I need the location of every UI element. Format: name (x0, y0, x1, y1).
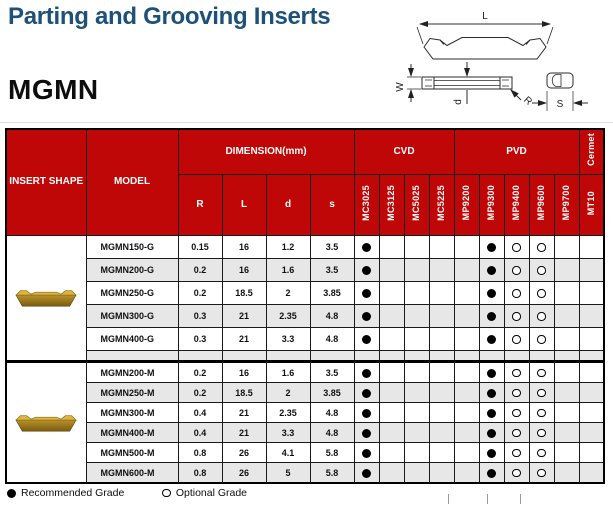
grade-cell-mp9300 (479, 328, 504, 351)
grade-cell-mc5025 (404, 383, 429, 403)
grade-cell-mp9200 (454, 328, 479, 351)
grade-cell-mp9700 (554, 259, 579, 282)
grade-cell-mp9600 (529, 282, 554, 305)
grade-cell-mc5225 (429, 423, 454, 443)
model-cell: MGMN500-M (86, 443, 178, 463)
grade-cell-mp9600 (529, 443, 554, 463)
insert-shape-cell (6, 236, 86, 362)
grade-cell-mc3025 (354, 305, 379, 328)
table-row (6, 282, 604, 305)
grade-cell-mc5225 (429, 259, 454, 282)
model-cell: MGMN600-M (86, 463, 178, 484)
header-insert-shape: INSERT SHAPE (6, 129, 86, 236)
grade-cell-mp9400 (504, 305, 529, 328)
dimension-cell: 21 (222, 328, 266, 351)
recommended-dot (362, 469, 371, 478)
grade-cell-mp9300 (479, 282, 504, 305)
dimension-cell: 21 (222, 423, 266, 443)
grade-cell-mp9400 (504, 443, 529, 463)
header-grade-mp9600: MP9600 (529, 175, 554, 236)
grade-cell-mp9200 (454, 463, 479, 484)
grade-cell-mc3025 (354, 403, 379, 423)
recommended-dot (487, 469, 496, 478)
grade-cell-mc5025 (404, 423, 429, 443)
optional-dot (537, 266, 546, 275)
table-row (6, 328, 604, 351)
grade-cell-mp9700 (554, 423, 579, 443)
optional-dot (512, 243, 521, 252)
recommended-dot (362, 312, 371, 321)
optional-dot (537, 469, 546, 478)
legend-optional-label: Optional Grade (175, 487, 248, 499)
dimension-label-l: L (482, 11, 488, 22)
dimension-cell: 0.2 (178, 282, 222, 305)
grade-cell-mp9400 (504, 259, 529, 282)
dimension-cell: 0.15 (178, 236, 222, 259)
grade-cell-mp9400 (504, 423, 529, 443)
grade-cell-mc3125 (379, 305, 404, 328)
model-cell: MGMN250-G (86, 282, 178, 305)
grade-cell-mc5225 (429, 383, 454, 403)
header-model: MODEL (86, 129, 178, 236)
grade-cell-mt10 (579, 236, 604, 259)
grade-cell-mp9600 (529, 403, 554, 423)
grade-cell-mp9600 (529, 305, 554, 328)
dimension-cell: 26 (222, 463, 266, 484)
grade-cell-mc3025 (354, 328, 379, 351)
dimension-cell: 16 (222, 362, 266, 383)
header-dim-d: d (266, 175, 310, 236)
dimension-cell: 5.8 (310, 463, 354, 484)
insert-spec-table (5, 128, 605, 484)
optional-dot (537, 312, 546, 321)
table-row (6, 305, 604, 328)
dimension-cell: 2.35 (266, 305, 310, 328)
grade-cell-mc3025 (354, 259, 379, 282)
grade-cell-mc3125 (379, 403, 404, 423)
grade-cell-mc3025 (354, 423, 379, 443)
dimension-cell: 3.5 (310, 259, 354, 282)
side-view-drawing (417, 24, 553, 59)
optional-dot (537, 289, 546, 298)
grade-cell-mp9200 (454, 383, 479, 403)
optional-dot (512, 312, 521, 321)
model-cell: MGMN200-G (86, 259, 178, 282)
table-row (6, 236, 604, 259)
grade-cell-mp9600 (529, 383, 554, 403)
recommended-dot (487, 409, 496, 418)
grade-cell-mc3125 (379, 383, 404, 403)
grade-cell-mp9200 (454, 259, 479, 282)
dimension-label-r: R (521, 94, 535, 108)
grade-cell-mc5025 (404, 362, 429, 383)
grade-cell-mc3125 (379, 259, 404, 282)
grade-cell-mc5225 (429, 282, 454, 305)
dimension-cell: 2.35 (266, 403, 310, 423)
grade-cell-mc5225 (429, 403, 454, 423)
model-cell: MGMN200-M (86, 362, 178, 383)
dimension-cell: 3.5 (310, 362, 354, 383)
grade-cell-mp9200 (454, 282, 479, 305)
optional-dot (512, 266, 521, 275)
header-grade-mc3025: MC3025 (354, 175, 379, 236)
dimension-cell: 2 (266, 383, 310, 403)
grade-cell-mc3125 (379, 443, 404, 463)
recommended-dot (362, 243, 371, 252)
grade-cell-mc5025 (404, 259, 429, 282)
dimension-cell: 18.5 (222, 383, 266, 403)
model-cell: MGMN400-G (86, 328, 178, 351)
grade-cell-mt10 (579, 259, 604, 282)
grade-cell-mp9300 (479, 463, 504, 484)
grade-cell-mp9400 (504, 236, 529, 259)
grade-cell-mp9300 (479, 383, 504, 403)
model-cell: MGMN300-M (86, 403, 178, 423)
optional-dot (537, 389, 546, 398)
grade-cell-mp9300 (479, 305, 504, 328)
page-title: Parting and Grooving Inserts (8, 3, 331, 30)
dimension-cell: 0.2 (178, 259, 222, 282)
dimension-cell: 3.85 (310, 383, 354, 403)
grade-cell-mp9700 (554, 383, 579, 403)
dimension-cell: 0.3 (178, 305, 222, 328)
grade-cell-mp9700 (554, 403, 579, 423)
dimension-cell: 0.3 (178, 328, 222, 351)
grade-cell-mc5025 (404, 443, 429, 463)
recommended-dot (362, 429, 371, 438)
optional-dot (512, 389, 521, 398)
optional-dot (537, 335, 546, 344)
grade-cell-mp9700 (554, 282, 579, 305)
insert-dimension-diagram (394, 0, 610, 122)
grade-cell-mp9200 (454, 443, 479, 463)
table-row (6, 259, 604, 282)
recommended-dot (362, 335, 371, 344)
grade-cell-mp9400 (504, 362, 529, 383)
grade-cell-mc3125 (379, 362, 404, 383)
header-cermet: Cermet (579, 129, 604, 175)
grade-cell-mp9700 (554, 236, 579, 259)
parting-insert-image (15, 411, 77, 433)
recommended-dot-icon (7, 489, 16, 498)
grade-cell-mp9600 (529, 236, 554, 259)
cropped-next-diagram-marks (440, 492, 560, 504)
header-grade-mc5225: MC5225 (429, 175, 454, 236)
grade-cell-mc5225 (429, 463, 454, 484)
insert-shape-cell (6, 362, 86, 484)
header-grade-mp9400: MP9400 (504, 175, 529, 236)
grade-cell-mp9300 (479, 362, 504, 383)
grade-cell-mc3125 (379, 328, 404, 351)
header-dim-r: R (178, 175, 222, 236)
grade-cell-mc5025 (404, 305, 429, 328)
grade-cell-mc5225 (429, 328, 454, 351)
table-row (6, 423, 604, 443)
series-name: MGMN (8, 74, 99, 105)
grade-cell-mt10 (579, 423, 604, 443)
dimension-cell: 3.5 (310, 236, 354, 259)
dimension-label-d: d (453, 99, 464, 105)
dimension-cell: 4.8 (310, 328, 354, 351)
recommended-dot (487, 243, 496, 252)
recommended-dot (487, 289, 496, 298)
grade-cell-mp9700 (554, 305, 579, 328)
dimension-cell: 4.8 (310, 423, 354, 443)
grade-cell-mc5225 (429, 362, 454, 383)
table-row (6, 383, 604, 403)
dimension-cell: 0.4 (178, 423, 222, 443)
optional-dot (537, 369, 546, 378)
grade-cell-mt10 (579, 362, 604, 383)
header-dim-s: s (310, 175, 354, 236)
dimension-cell: 26 (222, 443, 266, 463)
grade-cell-mc3125 (379, 463, 404, 484)
grade-cell-mp9700 (554, 463, 579, 484)
grade-cell-mp9200 (454, 305, 479, 328)
dimension-cell: 0.8 (178, 463, 222, 484)
grade-cell-mp9700 (554, 443, 579, 463)
recommended-dot (487, 335, 496, 344)
recommended-dot (362, 266, 371, 275)
table-row (6, 362, 604, 383)
dimension-cell: 4.1 (266, 443, 310, 463)
dimension-cell: 5 (266, 463, 310, 484)
grade-cell-mp9300 (479, 403, 504, 423)
grade-cell-mt10 (579, 463, 604, 484)
recommended-dot (487, 449, 496, 458)
separator-row (6, 351, 604, 362)
grade-cell-mt10 (579, 328, 604, 351)
grade-cell-mp9300 (479, 236, 504, 259)
recommended-dot (487, 312, 496, 321)
table-row (6, 463, 604, 484)
dimension-cell: 16 (222, 236, 266, 259)
grade-cell-mc3125 (379, 236, 404, 259)
table-row (6, 443, 604, 463)
grade-cell-mp9300 (479, 259, 504, 282)
grade-cell-mt10 (579, 383, 604, 403)
dimension-cell: 4.8 (310, 305, 354, 328)
optional-dot (512, 289, 521, 298)
grade-cell-mp9200 (454, 423, 479, 443)
model-cell: MGMN150-G (86, 236, 178, 259)
dimension-cell: 0.4 (178, 403, 222, 423)
dimension-label-s: S (556, 99, 564, 110)
grade-cell-mp9400 (504, 282, 529, 305)
dimension-cell: 3.3 (266, 328, 310, 351)
dimension-cell: 2 (266, 282, 310, 305)
optional-dot (512, 369, 521, 378)
header-grade-mp9200: MP9200 (454, 175, 479, 236)
grade-cell-mp9600 (529, 423, 554, 443)
optional-dot (537, 449, 546, 458)
grade-cell-mp9300 (479, 443, 504, 463)
grade-cell-mp9600 (529, 362, 554, 383)
optional-dot-icon (162, 489, 171, 498)
optional-dot (537, 409, 546, 418)
grade-cell-mc5025 (404, 328, 429, 351)
dimension-cell: 0.8 (178, 443, 222, 463)
grade-cell-mp9400 (504, 403, 529, 423)
grade-legend (7, 487, 247, 499)
dimension-cell: 0.2 (178, 383, 222, 403)
legend-recommended (7, 487, 124, 499)
grade-cell-mp9600 (529, 328, 554, 351)
recommended-dot (487, 369, 496, 378)
grade-cell-mc5025 (404, 463, 429, 484)
insert-table-body (6, 236, 604, 484)
dimension-cell: 0.2 (178, 362, 222, 383)
grade-cell-mc3025 (354, 362, 379, 383)
grade-cell-mp9300 (479, 423, 504, 443)
grade-cell-mp9400 (504, 463, 529, 484)
header-grade-mp9700: MP9700 (554, 175, 579, 236)
recommended-dot (362, 449, 371, 458)
top-view-drawing (407, 62, 521, 104)
grade-cell-mt10 (579, 282, 604, 305)
header-grade-mp9300: MP9300 (479, 175, 504, 236)
dimension-cell: 21 (222, 403, 266, 423)
grade-cell-mc3025 (354, 236, 379, 259)
grade-cell-mp9200 (454, 362, 479, 383)
optional-dot (512, 429, 521, 438)
grade-cell-mc3025 (354, 383, 379, 403)
grade-cell-mc3125 (379, 282, 404, 305)
recommended-dot (362, 369, 371, 378)
grade-cell-mc3025 (354, 443, 379, 463)
grade-cell-mc3025 (354, 463, 379, 484)
dimension-cell: 3.85 (310, 282, 354, 305)
grade-cell-mp9600 (529, 463, 554, 484)
model-cell: MGMN300-G (86, 305, 178, 328)
legend-optional (162, 487, 247, 499)
dimension-cell: 16 (222, 259, 266, 282)
grade-cell-mc5025 (404, 282, 429, 305)
grade-cell-mc5225 (429, 236, 454, 259)
model-cell: MGMN250-M (86, 383, 178, 403)
header-cvd: CVD (354, 129, 454, 175)
grade-cell-mt10 (579, 443, 604, 463)
grade-cell-mc5025 (404, 236, 429, 259)
recommended-dot (362, 389, 371, 398)
recommended-dot (487, 266, 496, 275)
header-grade-mc5025: MC5025 (404, 175, 429, 236)
parting-insert-image (15, 286, 77, 308)
grade-cell-mp9600 (529, 259, 554, 282)
grade-cell-mc5225 (429, 305, 454, 328)
grade-cell-mp9400 (504, 383, 529, 403)
grade-cell-mp9700 (554, 362, 579, 383)
grade-cell-mt10 (579, 403, 604, 423)
dimension-cell: 5.8 (310, 443, 354, 463)
legend-recommended-label: Recommended Grade (21, 487, 125, 499)
dimension-cell: 1.6 (266, 259, 310, 282)
grade-cell-mp9400 (504, 328, 529, 351)
header-dimension: DIMENSION(mm) (178, 129, 354, 175)
grade-cell-mt10 (579, 305, 604, 328)
recommended-dot (487, 389, 496, 398)
recommended-dot (487, 429, 496, 438)
dimension-cell: 18.5 (222, 282, 266, 305)
grade-cell-mp9700 (554, 328, 579, 351)
grade-cell-mc3125 (379, 423, 404, 443)
optional-dot (512, 335, 521, 344)
recommended-dot (362, 289, 371, 298)
dimension-cell: 4.8 (310, 403, 354, 423)
header-dim-l: L (222, 175, 266, 236)
grade-cell-mp9200 (454, 403, 479, 423)
grade-cell-mc5025 (404, 403, 429, 423)
grade-cell-mp9200 (454, 236, 479, 259)
dimension-label-w: W (395, 82, 406, 92)
dimension-cell: 1.6 (266, 362, 310, 383)
header-grade-mc3125: MC3125 (379, 175, 404, 236)
optional-dot (537, 243, 546, 252)
grade-cell-mc5225 (429, 443, 454, 463)
grade-cell-mc3025 (354, 282, 379, 305)
recommended-dot (362, 409, 371, 418)
header-grade-mt10: MT10 (579, 175, 604, 236)
optional-dot (512, 409, 521, 418)
dimension-cell: 21 (222, 305, 266, 328)
optional-dot (537, 429, 546, 438)
dimension-cell: 1.2 (266, 236, 310, 259)
optional-dot (512, 469, 521, 478)
model-cell: MGMN400-M (86, 423, 178, 443)
table-row (6, 403, 604, 423)
header-pvd: PVD (454, 129, 579, 175)
section-divider (0, 122, 613, 123)
dimension-cell: 3.3 (266, 423, 310, 443)
optional-dot (512, 449, 521, 458)
